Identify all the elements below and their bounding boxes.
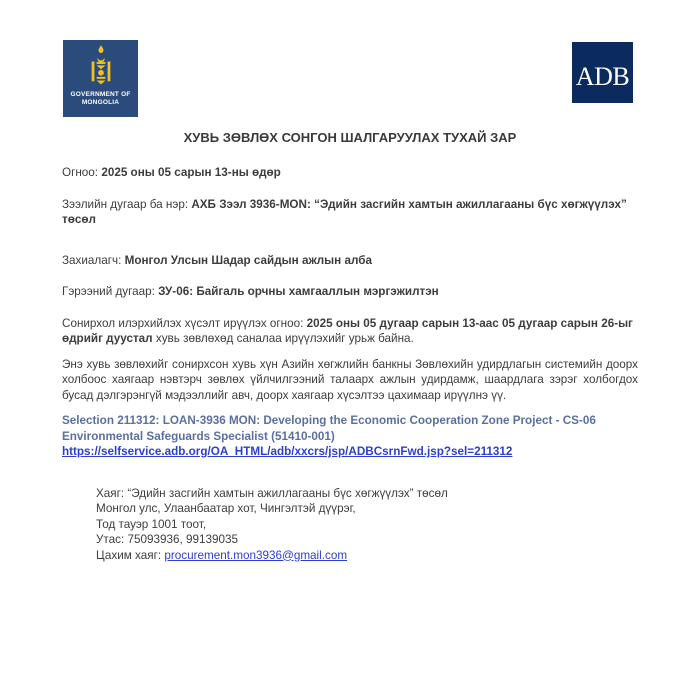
email-label: Цахим хаяг: xyxy=(96,548,162,562)
phone-line: Утас: 75093936, 99139035 xyxy=(96,533,238,546)
eoi-value: 2025 оны 05 дугаар сарын 13-аас 05 дугаар сарын 26-ыг өдрийг дуустал xyxy=(62,316,633,345)
gov-caption-line2: MONGOLIA xyxy=(81,99,120,106)
email-link[interactable]: procurement.mon3936@gmail.com xyxy=(164,548,348,562)
selection-heading: Selection 211312: LOAN-3936 MON: Developing the Economic Cooperation Zone Project - CS-06 Environmental Safeguards Specialist (51410-001) xyxy=(62,414,596,443)
soyombo-icon xyxy=(90,45,112,89)
date-value: 2025 оны 05 сарын 13-ны өдөр xyxy=(101,166,281,179)
adb-logo xyxy=(572,42,633,103)
loan-label: Зээлийн дугаар ба нэр: xyxy=(62,197,189,211)
notice-body xyxy=(62,131,638,563)
eoi-deadline-line xyxy=(62,316,638,347)
contract-label: Гэрээний дугаар: xyxy=(62,285,155,298)
info-paragraph: Энэ хувь зөвлөхийг сонирхсон хувь хүн Азийн хөгжлийн банкны Зөвлөхийн удирдлагын системийн доорх холбоос хаягаар нэвтэрч зөвлөх үйлчилгээний талаарх ажлын удирдамж, шаардлага зэрэг холбогдох бусад дэлгэрэнгүй мэдээллийг авч, доорх хаягаар хүсэлтээ цахимаар ирүүлнэ үү. xyxy=(62,357,638,402)
address-line: Хаяг: “Эдийн засгийн хамтын ажиллагааны бүс хөгжүүлэх” төсөл xyxy=(96,486,448,500)
gov-logo-caption xyxy=(70,91,130,107)
government-of-mongolia-logo xyxy=(63,40,138,117)
client-line xyxy=(62,253,638,269)
address-block xyxy=(96,486,638,564)
selection-url-link[interactable]: https://selfservice.adb.org/OA_HTML/adb/xxcrs/jsp/ADBCsrnFwd.jsp?sel=211312 xyxy=(62,445,513,458)
address-line: Монгол улс, Улаанбаатар хот, Чингэлтэй дүүрэг, xyxy=(96,502,356,515)
adb-logo-text: ADB xyxy=(575,62,630,91)
contract-value: ЗУ-06: Байгаль орчны хамгааллын мэргэжилтэн xyxy=(158,285,439,298)
client-value: Монгол Улсын Шадар сайдын ажлын алба xyxy=(124,253,372,267)
loan-line xyxy=(62,197,638,228)
loan-value: АХБ Зээл 3936-MON: “Эдийн засгийн хамтын ажиллагааны бүс хөгжүүлэх” төсөл xyxy=(62,197,627,226)
email-line xyxy=(96,548,638,564)
date-line xyxy=(62,165,638,181)
contract-line xyxy=(62,284,638,300)
page-title: ХУВЬ ЗӨВЛӨХ СОНГОН ШАЛГАРУУЛАХ ТУХАЙ ЗАР xyxy=(183,130,517,145)
address-line: Тод тауэр 1001 тоот, xyxy=(96,517,207,531)
eoi-suffix: хувь зөвлөхөд саналаа ирүүлэхийг урьж байна. xyxy=(155,332,414,345)
selection-block xyxy=(62,413,638,460)
date-label: Огноо: xyxy=(62,166,99,179)
client-label: Захиалагч: xyxy=(62,253,122,267)
gov-caption-line1: GOVERNMENT OF xyxy=(70,91,131,98)
eoi-label: Сонирхол илэрхийлэх хүсэлт ирүүлэх огноо: xyxy=(62,316,304,330)
